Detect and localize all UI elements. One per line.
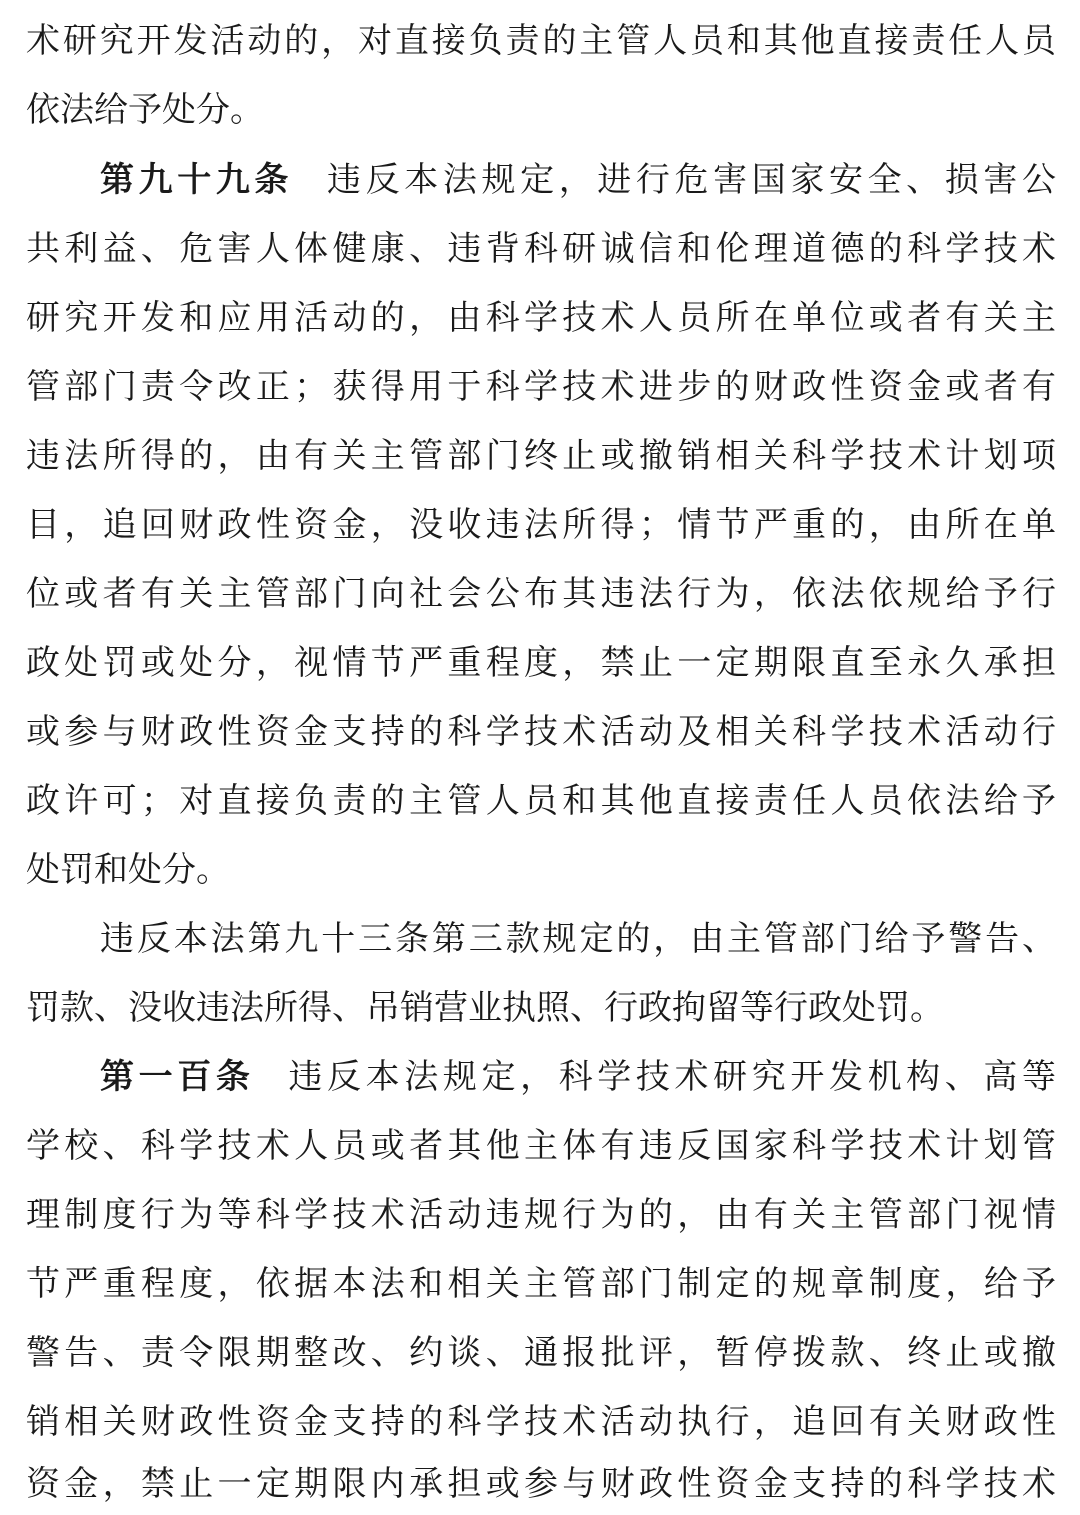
text-line: 违反本法第九十三条第三款规定的，由主管部门给予警告、 — [100, 919, 1056, 959]
text-line: 销相关财政性资金支持的科学技术活动执行，追回有关财政性 — [26, 1402, 1056, 1442]
text-line: 位或者有关主管部门向社会公布其违法行为，依法依规给予行 — [26, 574, 1056, 614]
text-line: 政处罚或处分，视情节严重程度，禁止一定期限直至永久承担 — [26, 643, 1056, 683]
article-number: 第九十九条 — [100, 160, 294, 200]
text-line: 共利益、危害人体健康、违背科研诚信和伦理道德的科学技术 — [26, 229, 1056, 269]
text-line: 目，追回财政性资金，没收违法所得；情节严重的，由所在单 — [26, 505, 1056, 545]
text-line: 资金，禁止一定期限内承担或参与财政性资金支持的科学技术 — [26, 1464, 1056, 1504]
text-line: 管部门责令改正；获得用于科学技术进步的财政性资金或者有 — [26, 367, 1056, 407]
text-line: 罚款、没收违法所得、吊销营业执照、行政拘留等行政处罚。 — [26, 988, 944, 1028]
article-text: 违反本法规定，科学技术研究开发机构、高等 — [288, 1057, 1056, 1097]
text-line: 政许可；对直接负责的主管人员和其他直接责任人员依法给予 — [26, 781, 1056, 821]
text-line: 研究开发和应用活动的，由科学技术人员所在单位或者有关主 — [26, 298, 1056, 338]
text-line: 术研究开发活动的，对直接负责的主管人员和其他直接责任人员 — [26, 21, 1056, 61]
article-100-heading-line — [100, 1052, 1056, 1102]
article-99-heading-line — [100, 155, 1056, 205]
text-line: 节严重程度，依据本法和相关主管部门制定的规章制度，给予 — [26, 1264, 1056, 1304]
text-line: 或参与财政性资金支持的科学技术活动及相关科学技术活动行 — [26, 712, 1056, 752]
text-line: 违法所得的，由有关主管部门终止或撤销相关科学技术计划项 — [26, 436, 1056, 476]
article-number: 第一百条 — [100, 1057, 255, 1097]
text-line: 警告、责令限期整改、约谈、通报批评，暂停拨款、终止或撤 — [26, 1333, 1056, 1373]
text-line: 依法给予处分。 — [26, 90, 264, 130]
article-text: 违反本法规定，进行危害国家安全、损害公 — [327, 160, 1056, 200]
text-line: 理制度行为等科学技术活动违规行为的，由有关主管部门视情 — [26, 1195, 1056, 1235]
text-line: 处罚和处分。 — [26, 850, 230, 890]
text-line: 学校、科学技术人员或者其他主体有违反国家科学技术计划管 — [26, 1126, 1056, 1166]
